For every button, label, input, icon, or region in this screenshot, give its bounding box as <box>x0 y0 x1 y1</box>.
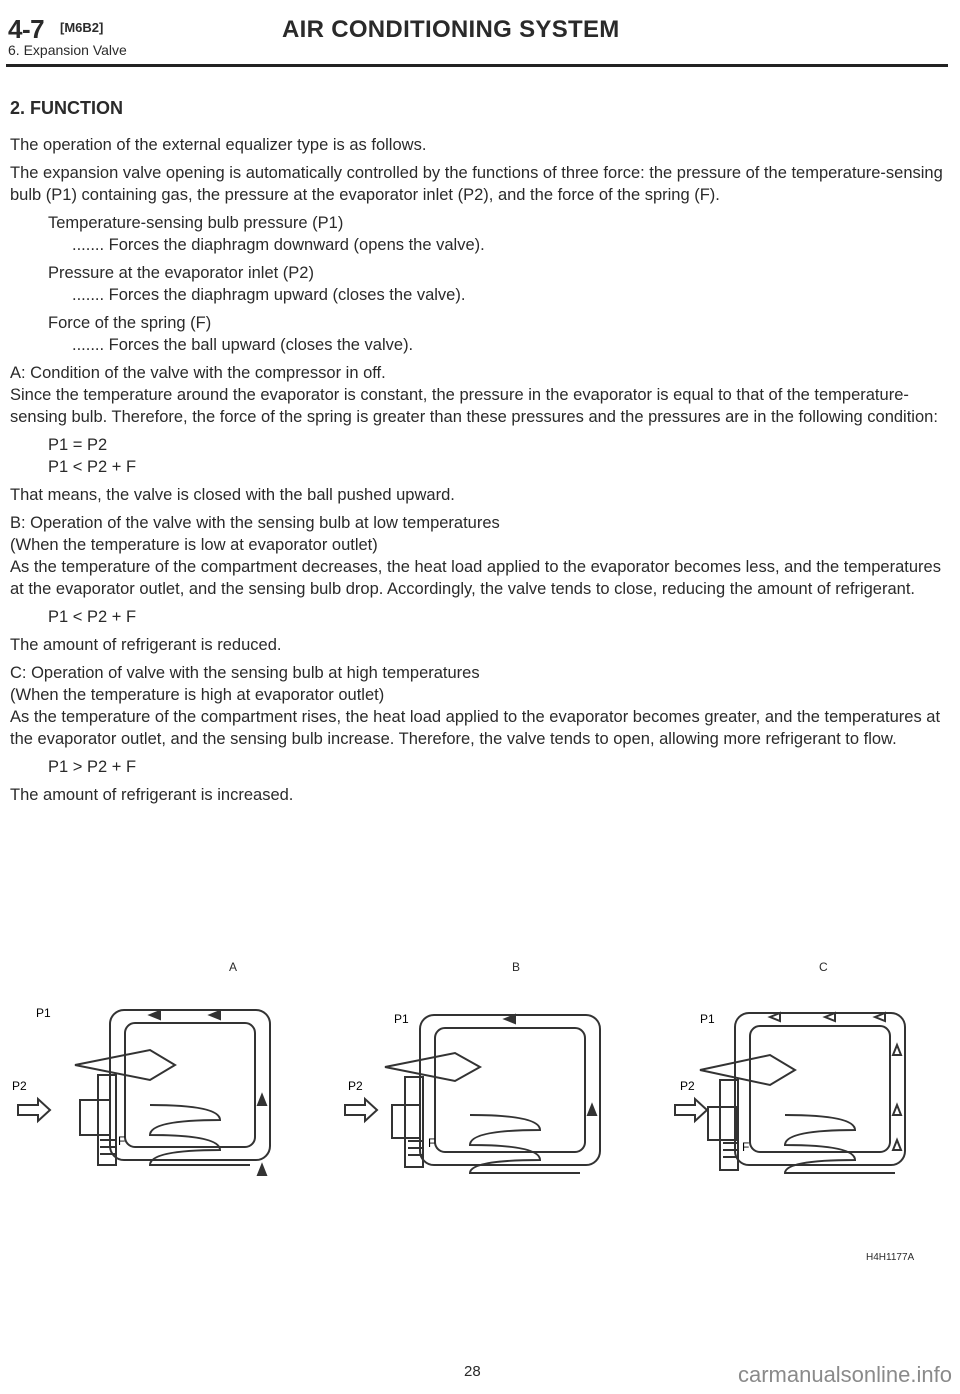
p1-label-a: P1 <box>36 1006 51 1020</box>
condition-a-title: A: Condition of the valve with the compressor in off. <box>10 364 386 382</box>
condition-c-subtitle: (When the temperature is high at evaporator outlet) <box>10 686 385 704</box>
overview-paragraph: The expansion valve opening is automatically controlled by the functions of three force: the pressure of the temperature-sensing bulb (P1) containing gas, the pressure at the evaporator inlet (P2), and the force of the spring (F). <box>10 164 943 204</box>
force3-label: Force of the spring (F) <box>48 314 212 332</box>
p1-label-c: P1 <box>700 1012 715 1026</box>
condition-a-formula2: P1 < P2 + F <box>48 458 137 476</box>
condition-a-result: That means, the valve is closed with the ball pushed upward. <box>10 486 455 504</box>
figure-label-a: A <box>229 960 238 974</box>
f-label-c: F <box>742 1140 750 1154</box>
valve-diagram-c <box>675 1013 905 1173</box>
figure-label-c: C <box>819 960 828 974</box>
f-label-b: F <box>428 1136 436 1150</box>
function-text <box>10 134 950 812</box>
condition-c-result: The amount of refrigerant is increased. <box>10 786 294 804</box>
manual-code: [M6B2] <box>60 20 104 35</box>
condition-b-result: The amount of refrigerant is reduced. <box>10 636 282 654</box>
p2-label-a: P2 <box>12 1079 27 1093</box>
force1-label: Temperature-sensing bulb pressure (P1) <box>48 214 344 232</box>
header-rule <box>6 64 948 67</box>
p2-label-b: P2 <box>348 1079 363 1093</box>
valve-diagram-b <box>345 1015 600 1173</box>
expansion-valve-diagram <box>0 955 960 1255</box>
condition-b-subtitle: (When the temperature is low at evaporator outlet) <box>10 536 378 554</box>
condition-b-formula: P1 < P2 + F <box>48 608 137 626</box>
section-title: 2. FUNCTION <box>10 98 124 118</box>
chapter-title: AIR CONDITIONING SYSTEM <box>282 16 620 43</box>
p2-label-c: P2 <box>680 1079 695 1093</box>
watermark: carmanualsonline.info <box>737 1362 952 1387</box>
force2-label: Pressure at the evaporator inlet (P2) <box>48 264 314 282</box>
valve-diagram-a <box>18 1010 270 1175</box>
condition-c-title: C: Operation of valve with the sensing bulb at high temperatures <box>10 664 480 682</box>
figure-label-b: B <box>512 960 521 974</box>
subsection-title: 6. Expansion Valve <box>8 42 127 58</box>
force1-desc: ....... Forces the diaphragm downward (opens the valve). <box>72 236 485 254</box>
force2-desc: ....... Forces the diaphragm upward (closes the valve). <box>72 286 466 304</box>
condition-c-body: As the temperature of the compartment rises, the heat load applied to the evaporator becomes greater, and the temperatures at the evaporator outlet, and the sensing bulb increase. Therefore, the valve tends to open, allowing more refrigerant to flow. <box>10 708 941 748</box>
page-number: 28 <box>464 1363 481 1380</box>
condition-a-body: Since the temperature around the evaporator is constant, the pressure in the evaporator is equal to that of the temperature-sensing bulb. Therefore, the force of the spring is greater than these pressures and the pressures are in the following condition: <box>10 386 938 426</box>
condition-c-formula: P1 > P2 + F <box>48 758 137 776</box>
figure-id: H4H1177A <box>866 1252 915 1263</box>
f-label-a: F <box>118 1134 126 1148</box>
p1-label-b: P1 <box>394 1012 409 1026</box>
condition-b-title: B: Operation of the valve with the sensing bulb at low temperatures <box>10 514 500 532</box>
force3-desc: ....... Forces the ball upward (closes the valve). <box>72 336 414 354</box>
page-number-ref: 4-7 <box>8 14 45 44</box>
intro-paragraph: The operation of the external equalizer type is as follows. <box>10 136 427 154</box>
condition-a-formula1: P1 = P2 <box>48 436 108 454</box>
condition-b-body: As the temperature of the compartment decreases, the heat load applied to the evaporator becomes less, and the temperatures at the evaporator outlet, and the sensing bulb drop. Accordingly, the valve tends to close, reducing the amount of refrigerant. <box>10 558 941 598</box>
